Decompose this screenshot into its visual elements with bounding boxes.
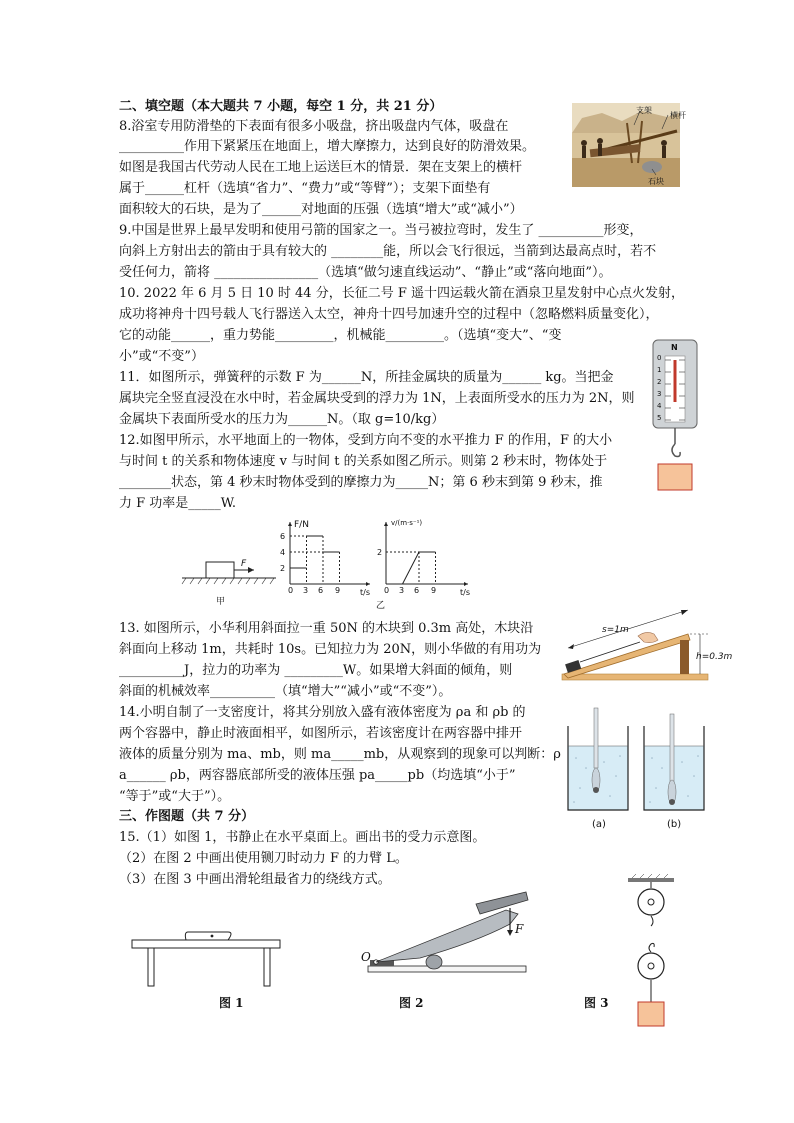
block-pushed-figure (180, 556, 278, 590)
v-segment-3-6 (403, 552, 420, 584)
guillotine-figure (356, 890, 532, 978)
q11-line-3: 金属块下表面所受水的压力为______N。（取 g=10/kg） (119, 412, 445, 427)
q9-line-2: 向斜上方射出去的箭由于具有较大的 ________能，所以会飞行很远，当箭到达最高点时，若不 (119, 244, 657, 259)
q10-line-1: 10. 2022 年 6 月 5 日 10 时 44 分，长征二号 F 遥十四运载火箭在酒泉卫星发射中心点火发射， (119, 286, 684, 301)
q13-line-3: __________J，拉力的功率为 _________W。如果增大斜面的倾角，则 (119, 663, 513, 678)
q10-line-4: 小”或“不变”） (119, 349, 204, 364)
q8-line-3: 如图是我国古代劳动人民在工地上运送巨木的情景．架在支架上的横杆 (119, 160, 523, 175)
q10-line-2: 成功将神舟十四号载人飞行器送入太空，神舟十四号加速升空的过程中（忽略燃料质量变化）， (119, 307, 659, 322)
f-axis-label: F/N (294, 520, 309, 530)
v-tick-2: 2 (377, 548, 383, 557)
fig1-caption: 图 1 (219, 996, 244, 1010)
fig2-caption: 图 2 (399, 996, 424, 1010)
f-t-axis-label: t/s (360, 588, 370, 597)
q13-line-4: 斜面的机械效率__________（填“增大”“减小”或“不变”）。 (119, 684, 452, 699)
scale-tick-1: 1 (657, 366, 662, 374)
pivot-o-label: O (361, 950, 371, 964)
q8-line-4: 属于______杠杆（选填“省力”、“费力”或“等臂”）；支架下面垫有 (119, 181, 491, 196)
section-2-title: 二、填空题（本大题共 7 小题，每空 1 分，共 21 分） (119, 99, 443, 114)
q11-line-1: 11．如图所示，弹簧秤的示数 F 为______N，所挂金属块的质量为______ kg。当把金 (119, 370, 614, 385)
q15-line-1: 15.（1）如图 1，书静止在水平桌面上。画出书的受力示意图。 (119, 830, 486, 845)
v-tick-t0: 0 (384, 586, 390, 595)
q11-line-2: 属块完全竖直浸没在水中时，若金属块受到的浮力为 1N，上表面所受水的压力为 2N，则 (119, 391, 635, 406)
q14-line-4: a______ ρb，两容器底部所受的液体压强 pa_____pb（均选填“小于” (119, 768, 516, 783)
force-f-label-fig2: F (515, 922, 524, 936)
incline-figure (560, 618, 710, 684)
q14-line-3: 液体的质量分别为 ma、mb，则 ma_____mb，从观察到的现象可以判断：ρ (119, 747, 561, 762)
q8-line-2: __________作用下紧紧压在地面上，增大摩擦力，达到良好的防滑效果。 (119, 139, 536, 154)
q13-line-1: 13. 如图所示，小华利用斜面拉一重 50N 的木块到 0.3m 高处，木块沿 (119, 621, 534, 636)
f-tick-t6: 6 (318, 586, 324, 595)
q14-line-1: 14.小明自制了一支密度计，将其分别放入盛有液体密度为 ρa 和 ρb 的 (119, 705, 526, 720)
h-label: h=0.3m (696, 652, 733, 662)
scale-tick-2: 2 (657, 378, 662, 386)
fig3-caption: 图 3 (584, 996, 609, 1010)
q14-line-5: “等于”或“大于”）。 (119, 789, 231, 804)
q10-line-3: 它的动能______，重力势能_________，机械能_________。（选填“变大”、“变 (119, 328, 562, 343)
f-tick-t3: 3 (303, 586, 309, 595)
q8-line-5: 面积较大的石块，是为了______对地面的压强（选填“增大”或“减小”） (119, 202, 523, 217)
label-zhijia: 支架 (636, 106, 652, 115)
ancient-worksite-figure (572, 103, 680, 187)
label-yi: 乙 (376, 601, 386, 611)
pulley-system-figure (624, 876, 680, 1028)
f-tick-t0: 0 (288, 586, 294, 595)
q15-line-2: （2）在图 2 中画出使用铡刀时动力 F 的力臂 L。 (119, 851, 408, 866)
q15-line-3: （3）在图 3 中画出滑轮组最省力的绕线方式。 (119, 872, 391, 887)
label-jia: 甲 (216, 597, 226, 607)
scale-unit: N (671, 343, 678, 352)
s-label: s=1m (602, 625, 629, 635)
scale-tick-5: 5 (657, 414, 662, 422)
container-a-label: (a) (592, 819, 606, 830)
q14-line-2: 两个容器中，静止时液面相平，如图所示，若该密度计在两容器中排开 (119, 726, 523, 741)
section-3-title: 三、作图题（共 7 分） (119, 809, 255, 824)
label-henggan: 横杆 (670, 111, 686, 120)
scale-tick-0: 0 (657, 354, 662, 362)
f-tick-6: 6 (280, 532, 286, 541)
f-tick-t9: 9 (335, 586, 341, 595)
v-axis-label: v/(m·s⁻¹) (391, 519, 423, 527)
v-tick-t6: 6 (414, 586, 420, 595)
v-t-axis-label: t/s (460, 588, 470, 597)
v-tick-t3: 3 (399, 586, 405, 595)
scale-tick-4: 4 (657, 402, 662, 410)
q8-line-1: 8.浴室专用防滑垫的下表面有很多小吸盘，挤出吸盘内气体，吸盘在 (119, 119, 509, 134)
f-tick-4: 4 (280, 548, 286, 557)
hydrometer-figure (564, 706, 710, 814)
q12-line-1: 12.如图甲所示，水平地面上的一物体，受到方向不变的水平推力 F 的作用，F 的大小 (119, 433, 613, 448)
q12-line-4: 力 F 功率是_____W. (119, 496, 237, 511)
q13-line-2: 斜面向上移动 1m，共耗时 10s。已知拉力为 20N，则小华做的有用功为 (119, 642, 542, 657)
force-f-label: F (241, 559, 247, 569)
f-t-chart (282, 520, 372, 590)
q9-line-3: 受任何力，箭将 ________________（选填“做匀速直线运动”、“静止”或“落向地面”）。 (119, 265, 612, 280)
f-tick-2: 2 (280, 564, 286, 573)
q12-line-2: 与时间 t 的关系和物体速度 v 与时间 t 的关系如图乙所示。则第 2 秒末时，物体处于 (119, 454, 608, 469)
v-t-chart (378, 520, 472, 590)
book-on-table-figure (128, 922, 284, 988)
q9-line-1: 9.中国是世界上最早发明和使用弓箭的国家之一。当弓被拉弯时，发生了 __________形变， (119, 223, 643, 238)
scale-tick-3: 3 (657, 390, 662, 398)
q12-line-3: ________状态，第 4 秒末时物体受到的摩擦力为_____N；第 6 秒末到第 9 秒末，推 (119, 475, 603, 490)
v-tick-t9: 9 (431, 586, 437, 595)
label-shikuai: 石块 (648, 177, 664, 186)
container-b-label: (b) (667, 819, 682, 830)
